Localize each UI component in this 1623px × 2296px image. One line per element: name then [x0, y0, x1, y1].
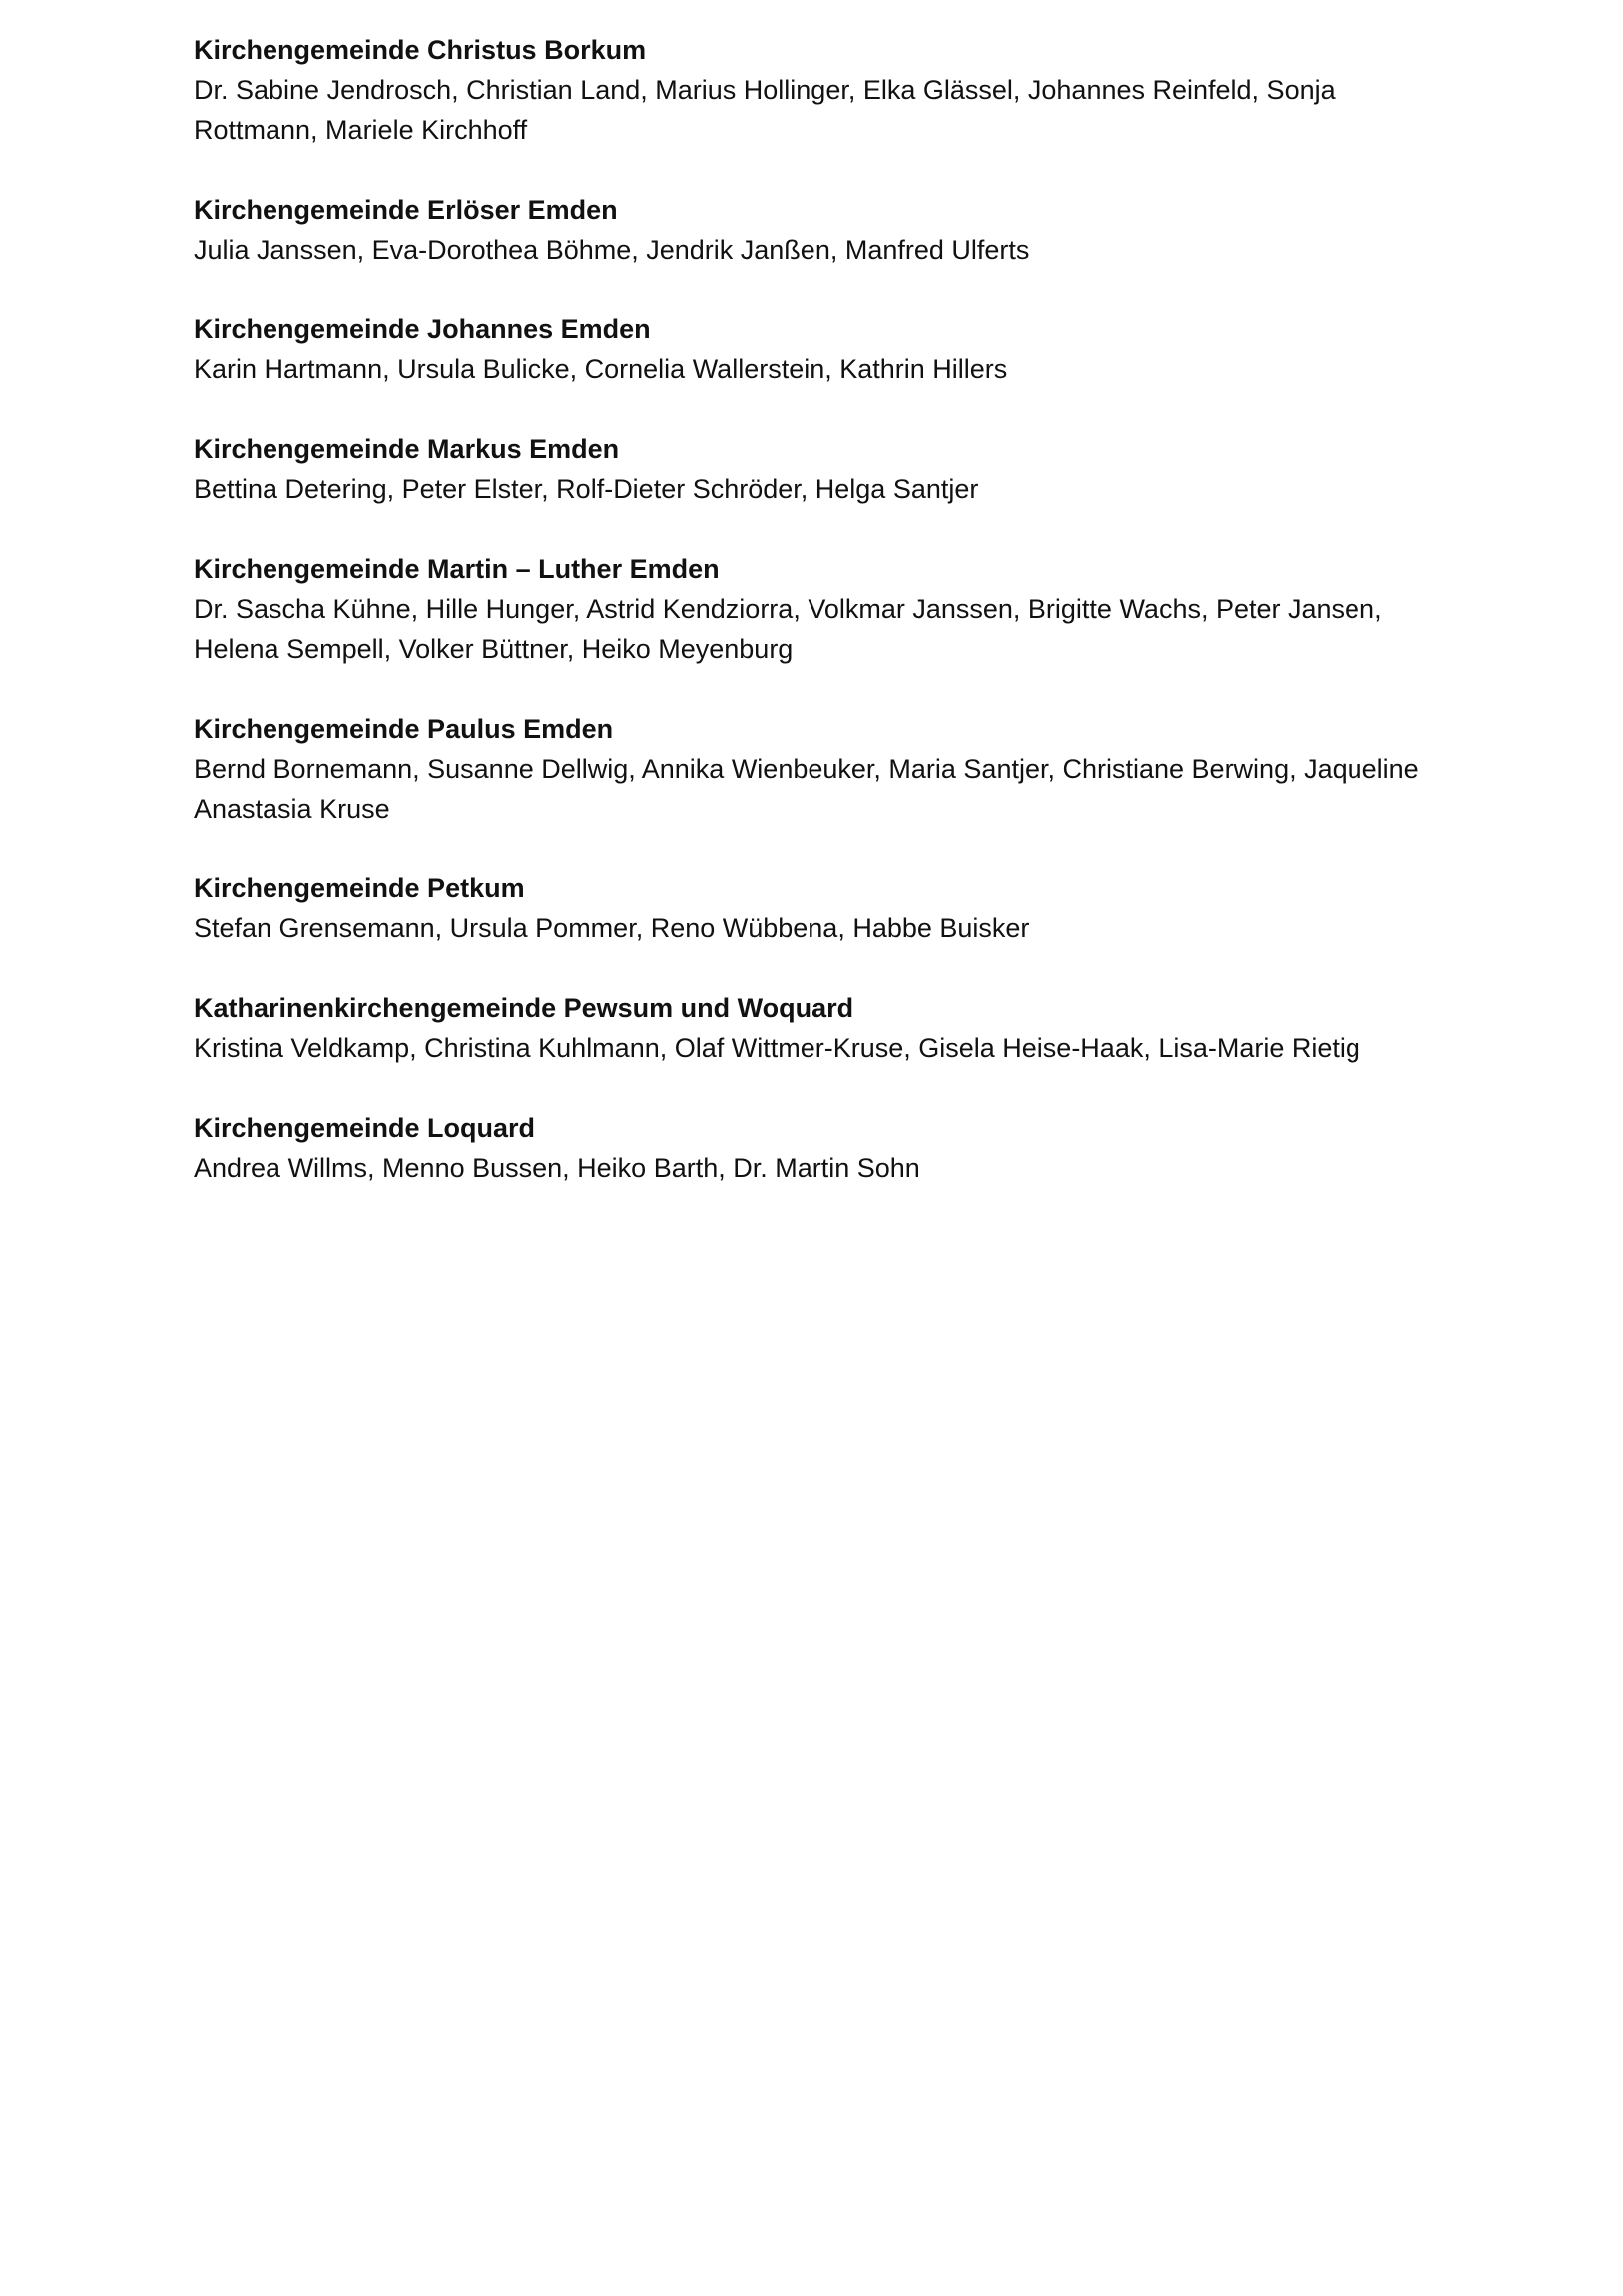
- section-title: Kirchengemeinde Johannes Emden: [194, 314, 651, 344]
- section-pewsum-woquard: [194, 988, 1431, 1068]
- section-title: Kirchengemeinde Paulus Emden: [194, 714, 614, 744]
- section-title: Kirchengemeinde Martin – Luther Emden: [194, 554, 720, 584]
- section-names: Stefan Grensemann, Ursula Pommer, Reno Wübbena, Habbe Buisker: [194, 913, 1030, 943]
- section-names: Bettina Detering, Peter Elster, Rolf-Dieter Schröder, Helga Santjer: [194, 474, 979, 504]
- section-title: Kirchengemeinde Markus Emden: [194, 434, 620, 464]
- section-names: Bernd Bornemann, Susanne Dellwig, Annika Wienbeuker, Maria Santjer, Christiane Berwing, Jaqueline Anastasia Kruse: [194, 754, 1419, 824]
- section-title: Katharinenkirchengemeinde Pewsum und Woquard: [194, 993, 854, 1023]
- section-title: Kirchengemeinde Christus Borkum: [194, 35, 647, 65]
- section-christus-borkum: [194, 30, 1431, 150]
- section-loquard: [194, 1108, 1431, 1188]
- section-petkum: [194, 868, 1431, 948]
- section-names: Karin Hartmann, Ursula Bulicke, Cornelia Wallerstein, Kathrin Hillers: [194, 354, 1008, 384]
- section-markus-emden: [194, 429, 1431, 509]
- section-names: Dr. Sascha Kühne, Hille Hunger, Astrid Kendziorra, Volkmar Janssen, Brigitte Wachs, Peter Jansen, Helena Sempell, Volker Büttner, Heiko Meyenburg: [194, 594, 1382, 664]
- section-names: Dr. Sabine Jendrosch, Christian Land, Marius Hollinger, Elka Glässel, Johannes Reinfeld, Sonja Rottmann, Mariele Kirchhoff: [194, 75, 1336, 145]
- section-erloeser-emden: [194, 190, 1431, 270]
- section-martin-luther-emden: [194, 549, 1431, 669]
- section-johannes-emden: [194, 309, 1431, 389]
- congregation-list: [194, 30, 1431, 1228]
- section-title: Kirchengemeinde Loquard: [194, 1113, 536, 1143]
- section-names: Andrea Willms, Menno Bussen, Heiko Barth, Dr. Martin Sohn: [194, 1153, 920, 1183]
- section-title: Kirchengemeinde Petkum: [194, 873, 525, 903]
- section-names: Julia Janssen, Eva-Dorothea Böhme, Jendrik Janßen, Manfred Ulferts: [194, 235, 1030, 265]
- section-paulus-emden: [194, 709, 1431, 829]
- section-title: Kirchengemeinde Erlöser Emden: [194, 195, 618, 225]
- section-names: Kristina Veldkamp, Christina Kuhlmann, Olaf Wittmer-Kruse, Gisela Heise-Haak, Lisa-Marie Rietig: [194, 1033, 1360, 1063]
